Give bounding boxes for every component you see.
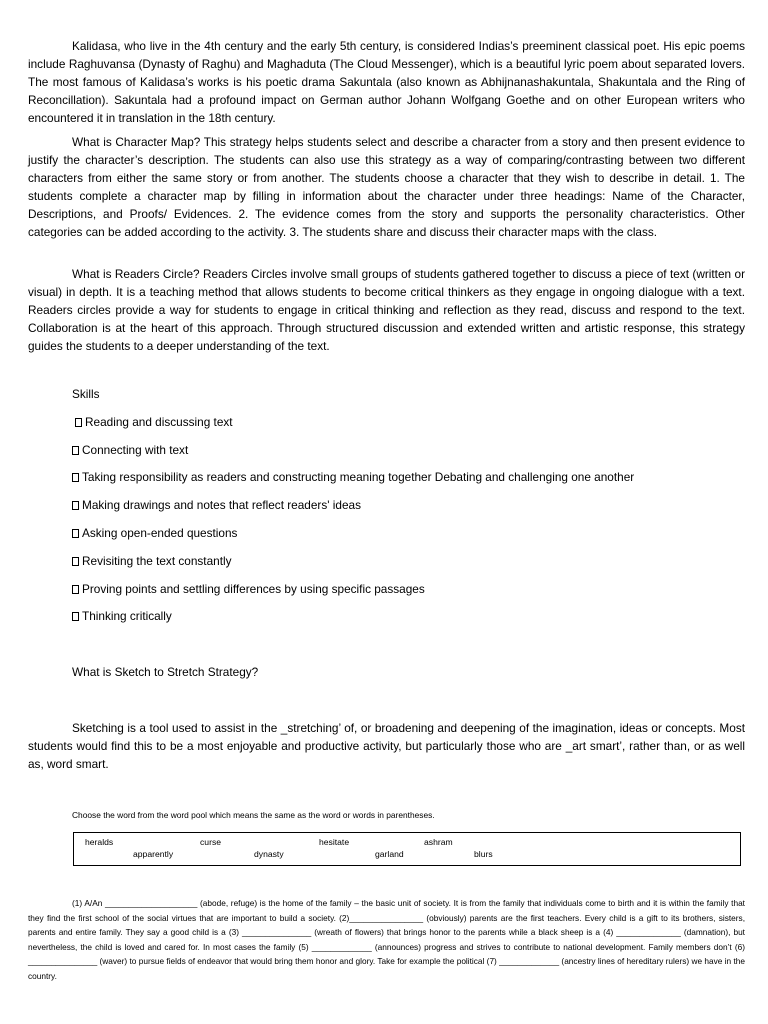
skill-item (72, 525, 237, 541)
word-pool-box (73, 832, 741, 866)
skill-item-label: Thinking critically (82, 609, 172, 623)
skill-item (72, 581, 425, 597)
checkbox-icon (72, 557, 79, 566)
word-pool-item: blurs (474, 849, 493, 859)
skill-item-label: Asking open-ended questions (82, 526, 238, 540)
word-pool-item: heralds (85, 837, 114, 847)
exercise-text: (1) A/An ____________________ (abode, refuge) is the home of the family – the basic unit of society. It is from the family that individuals come to birth and it is within the family that they find the first school of the social virtues that are important to build a society. (2)________________ (obviously) parents are the first teachers. Every child is a gift to its brothers, sisters, parents and entire family. They say a good child is a (3) _______________ (wreath of flowers) that brings honor to the parents while a black sheep is a (4) ______________ (damnation), but nevertheless, the child is loved and cared for. In most cases the family (5) _____________ (announces) progress and strives to contribute to national development. Family members don’t (6) _______________ (waver) to pursue fields of endeavor that would bring them honor and glory. Take for example the political (7) _____________ (ancestry lines of hereditary rulers) we have in the country. (28, 898, 745, 981)
checkbox-icon (72, 473, 79, 482)
skill-item (72, 442, 188, 458)
checkbox-icon (72, 501, 79, 510)
exercise-instruction: Choose the word from the word pool which means the same as the word or words in parentheses. (72, 810, 435, 820)
skill-item-label: Connecting with text (82, 443, 189, 457)
skill-item-label: Taking responsibility as readers and constructing meaning together Debating and challenging one another (82, 470, 635, 484)
paragraph-kalidasa: Kalidasa, who live in the 4th century and the early 5th century, is considered Indias’s preeminent classical poet. His epic poems include Raghuvansa (Dynasty of Raghu) and Maghaduta (The Cloud Messenger), which is a beautiful lyric poem about separated lovers. The most famous of Kalidasa’s works is his poetic drama Sakuntala (also known as Abhijnanashakuntala, Shakuntala and the Ring of Reconcillation). Sakuntala had a profound impact on German author Johann Wolfgang Goethe and on other European writers who encountered it in translation in the 18th century. (28, 39, 745, 125)
checkbox-icon (72, 529, 79, 538)
checkbox-icon (72, 585, 79, 594)
skill-item-label: Revisiting the text constantly (82, 554, 232, 568)
paragraph-readers-circle: What is Readers Circle? Readers Circles involve small groups of students gathered together to discuss a piece of text (written or visual) in depth. It is a teaching method that allows students to become critical thinkers as they engage in ongoing dialogue with a text. Readers circles provide a way for students to engage in critical thinking and reflection as they read, discuss and respond to the text. Collaboration is at the heart of this approach. Through structured discussion and extended written and artistic response, this strategy guides the students to a deeper understanding of the text. (28, 267, 745, 353)
skill-item (72, 553, 232, 569)
skill-item (72, 497, 361, 513)
skill-item (72, 608, 172, 624)
skill-item-label: Reading and discussing text (85, 415, 233, 429)
checkbox-icon (72, 612, 79, 621)
skill-item (75, 414, 233, 430)
skill-item-label: Making drawings and notes that reflect readers' ideas (82, 498, 361, 512)
word-pool-item: garland (375, 849, 404, 859)
sketch-heading: What is Sketch to Stretch Strategy? (72, 665, 259, 679)
word-pool-item: ashram (424, 837, 453, 847)
skills-heading: Skills (72, 387, 100, 401)
word-pool-item: dynasty (254, 849, 284, 859)
paragraph-sketching: Sketching is a tool used to assist in the _stretching’ of, or broadening and deepening of the imagination, ideas or concepts. Most students would find this to be a most enjoyable and productive activity, but particularly those who are _art smart’, rather than, or as well as, word smart. (28, 721, 745, 771)
checkbox-icon (72, 446, 79, 455)
skill-item (72, 469, 634, 485)
word-pool-item: apparently (133, 849, 174, 859)
paragraph-character-map: What is Character Map? This strategy helps students select and describe a character from a story and then present evidence to justify the character’s description. The students can also use this strategy as a way of comparing/contrasting between two different characters from either the same story or from another. The students choose a character that they wish to describe in detail. 1. The students complete a character map by filling in information about the character under three headings: Name of the Character, Descriptions, and Proofs/ Evidences. 2. The evidence comes from the story and supports the personality characteristics. Other categories can be added according to the activity. 3. The students share and discuss their character maps with the class. (28, 135, 745, 239)
skill-item-label: Proving points and settling differences by using specific passages (82, 582, 425, 596)
word-pool-item: hesitate (319, 837, 350, 847)
checkbox-icon (75, 418, 82, 427)
word-pool-item: curse (200, 837, 222, 847)
